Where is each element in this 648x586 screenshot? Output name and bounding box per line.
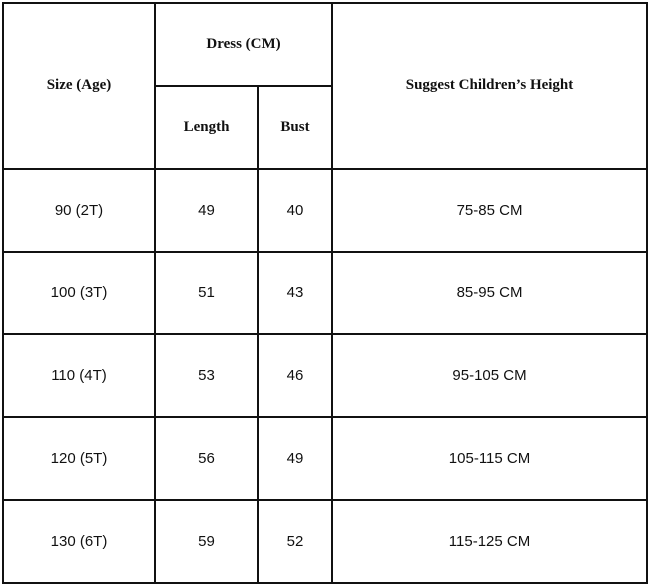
length-cell: 59 xyxy=(155,500,258,583)
height-cell: 115-125 CM xyxy=(332,500,647,583)
size-cell: 120 (5T) xyxy=(3,417,155,500)
height-cell: 75-85 CM xyxy=(332,169,647,252)
length-cell: 51 xyxy=(155,252,258,335)
height-cell: 105-115 CM xyxy=(332,417,647,500)
bust-cell: 52 xyxy=(258,500,332,583)
bust-cell: 46 xyxy=(258,334,332,417)
table-row xyxy=(3,334,647,417)
suggested-height-header: Suggest Children’s Height xyxy=(332,3,647,169)
length-cell: 49 xyxy=(155,169,258,252)
size-age-header: Size (Age) xyxy=(3,3,155,169)
size-cell: 90 (2T) xyxy=(3,169,155,252)
dress-cm-header: Dress (CM) xyxy=(155,3,332,86)
header-row-1 xyxy=(3,3,647,86)
length-cell: 53 xyxy=(155,334,258,417)
length-cell: 56 xyxy=(155,417,258,500)
size-cell: 100 (3T) xyxy=(3,252,155,335)
bust-cell: 49 xyxy=(258,417,332,500)
size-cell: 130 (6T) xyxy=(3,500,155,583)
table-row xyxy=(3,500,647,583)
bust-cell: 43 xyxy=(258,252,332,335)
bust-cell: 40 xyxy=(258,169,332,252)
table-row xyxy=(3,252,647,335)
bust-header: Bust xyxy=(258,86,332,169)
table-row xyxy=(3,417,647,500)
length-header: Length xyxy=(155,86,258,169)
height-cell: 95-105 CM xyxy=(332,334,647,417)
height-cell: 85-95 CM xyxy=(332,252,647,335)
table-row xyxy=(3,169,647,252)
size-chart-table xyxy=(2,2,648,584)
size-cell: 110 (4T) xyxy=(3,334,155,417)
